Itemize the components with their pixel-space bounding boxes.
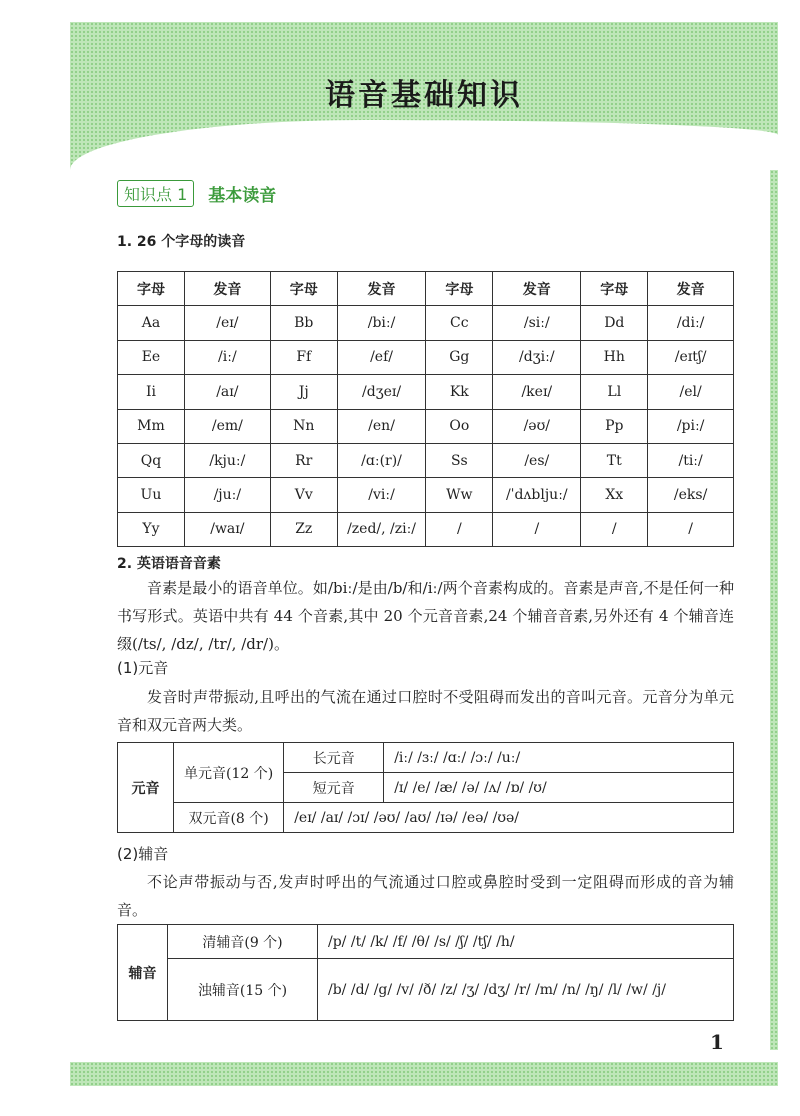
knowledge-point-header: [117, 180, 276, 207]
pronunciation-cell: /em/: [184, 409, 270, 443]
pronunciation-cell: /ɑː(r)/: [337, 443, 426, 477]
pronunciation-cell: /ef/: [337, 340, 426, 374]
pronunciation-cell: /en/: [337, 409, 426, 443]
pronunciation-cell: /dʒiː/: [493, 340, 581, 374]
pronunciation-cell: /iː/: [184, 340, 270, 374]
long-vowel-values: /iː/ /ɜː/ /ɑː/ /ɔː/ /uː/: [384, 743, 734, 773]
table-header-cell: 字母: [426, 272, 493, 306]
letter-cell: Yy: [118, 512, 185, 546]
letter-cell: /: [581, 512, 648, 546]
voiced-label: 浊辅音(15 个): [168, 959, 318, 1021]
table-header-cell: 发音: [184, 272, 270, 306]
vowel-table: [117, 742, 734, 833]
pronunciation-cell: /es/: [493, 443, 581, 477]
letter-cell: Bb: [270, 306, 337, 340]
letter-cell: Oo: [426, 409, 493, 443]
pronunciation-cell: /ˈdʌbljuː/: [493, 478, 581, 512]
table-row: [118, 409, 734, 443]
short-vowel-values: /ɪ/ /e/ /æ/ /ə/ /ʌ/ /ɒ/ /ʊ/: [384, 773, 734, 803]
diphthong-values: /eɪ/ /aɪ/ /ɔɪ/ /əʊ/ /aʊ/ /ɪə/ /eə/ /ʊə/: [284, 803, 734, 833]
pronunciation-cell: /keɪ/: [493, 375, 581, 409]
pronunciation-cell: /: [493, 512, 581, 546]
letter-cell: Zz: [270, 512, 337, 546]
pronunciation-cell: /viː/: [337, 478, 426, 512]
voiced-values: /b/ /d/ /g/ /v/ /ð/ /z/ /ʒ/ /dʒ/ /r/ /m/ /n/ /ŋ/ /l/ /w/ /j/: [318, 959, 734, 1021]
long-vowel-label: 长元音: [284, 743, 384, 773]
letter-cell: Uu: [118, 478, 185, 512]
knowledge-point-badge: 知识点 1: [117, 180, 194, 207]
letter-cell: Hh: [581, 340, 648, 374]
short-vowel-label: 短元音: [284, 773, 384, 803]
pronunciation-cell: /juː/: [184, 478, 270, 512]
diphthong-label: 双元音(8 个): [174, 803, 284, 833]
consonants-heading: (2)辅音: [117, 845, 169, 863]
table-header-cell: 字母: [581, 272, 648, 306]
pronunciation-cell: /piː/: [648, 409, 734, 443]
letter-cell: Aa: [118, 306, 185, 340]
voiceless-label: 清辅音(9 个): [168, 925, 318, 959]
letter-cell: Dd: [581, 306, 648, 340]
letter-cell: /: [426, 512, 493, 546]
letter-cell: Kk: [426, 375, 493, 409]
table-row: [118, 443, 734, 477]
knowledge-point-title: 基本读音: [208, 186, 277, 206]
table-row: [118, 375, 734, 409]
consonant-table: [117, 924, 734, 1021]
vowels-heading: (1)元音: [117, 659, 169, 677]
letter-cell: Ee: [118, 340, 185, 374]
table-row: [118, 306, 734, 340]
consonants-text: 不论声带振动与否,发声时呼出的气流通过口腔或鼻腔时受到一定阻碍而形成的音为辅音。: [117, 873, 734, 919]
table-header-cell: 发音: [337, 272, 426, 306]
monophthong-label: 单元音(12 个): [174, 743, 284, 803]
pronunciation-cell: /zed/, /ziː/: [337, 512, 426, 546]
table-header-cell: 发音: [648, 272, 734, 306]
pronunciation-cell: /: [648, 512, 734, 546]
letter-cell: Ff: [270, 340, 337, 374]
letter-cell: Vv: [270, 478, 337, 512]
pronunciation-cell: /eɪ/: [184, 306, 270, 340]
page-number: 1: [710, 1030, 724, 1054]
section2-heading: 2. 英语语音音素: [117, 556, 221, 572]
page-title: 语音基础知识: [325, 78, 523, 113]
footer-band: [70, 1062, 778, 1086]
voiceless-values: /p/ /t/ /k/ /f/ /θ/ /s/ /ʃ/ /tʃ/ /h/: [318, 925, 734, 959]
pronunciation-cell: /əʊ/: [493, 409, 581, 443]
right-band: [770, 170, 778, 1050]
letter-cell: Cc: [426, 306, 493, 340]
table-header-cell: 发音: [493, 272, 581, 306]
pronunciation-cell: /dʒeɪ/: [337, 375, 426, 409]
pronunciation-cell: /biː/: [337, 306, 426, 340]
consonant-category: 辅音: [118, 925, 168, 1021]
pronunciation-cell: /siː/: [493, 306, 581, 340]
table-row: [118, 478, 734, 512]
letter-cell: Ii: [118, 375, 185, 409]
table-header-row: [118, 272, 734, 306]
pronunciation-cell: /eɪtʃ/: [648, 340, 734, 374]
table-header-cell: 字母: [270, 272, 337, 306]
letter-cell: Qq: [118, 443, 185, 477]
table-row: [118, 512, 734, 546]
letter-cell: Gg: [426, 340, 493, 374]
letter-cell: Xx: [581, 478, 648, 512]
letter-cell: Nn: [270, 409, 337, 443]
letter-cell: Tt: [581, 443, 648, 477]
vowels-text: 发音时声带振动,且呼出的气流在通过口腔时不受阻碍而发出的音叫元音。元音分为单元音和双元音两大类。: [117, 688, 734, 734]
letter-cell: Rr: [270, 443, 337, 477]
alphabet-table: [117, 271, 734, 547]
letter-cell: Mm: [118, 409, 185, 443]
table-row: [118, 340, 734, 374]
pronunciation-cell: /el/: [648, 375, 734, 409]
section1-heading: 1. 26 个字母的读音: [117, 234, 246, 250]
letter-cell: Pp: [581, 409, 648, 443]
pronunciation-cell: /kjuː/: [184, 443, 270, 477]
pronunciation-cell: /aɪ/: [184, 375, 270, 409]
pronunciation-cell: /eks/: [648, 478, 734, 512]
section2-intro: 音素是最小的语音单位。如/biː/是由/b/和/iː/两个音素构成的。音素是声音,不是任何一种书写形式。英语中共有 44 个音素,其中 20 个元音音素,24 个辅音音素,另外还有 4 个辅音连缀(/ts/, /dz/, /tr/, /dr/)。: [117, 579, 734, 653]
vowel-category: 元音: [118, 743, 174, 833]
letter-cell: Ss: [426, 443, 493, 477]
letter-cell: Ww: [426, 478, 493, 512]
letter-cell: Ll: [581, 375, 648, 409]
pronunciation-cell: /waɪ/: [184, 512, 270, 546]
pronunciation-cell: /diː/: [648, 306, 734, 340]
pronunciation-cell: /tiː/: [648, 443, 734, 477]
letter-cell: Jj: [270, 375, 337, 409]
table-header-cell: 字母: [118, 272, 185, 306]
